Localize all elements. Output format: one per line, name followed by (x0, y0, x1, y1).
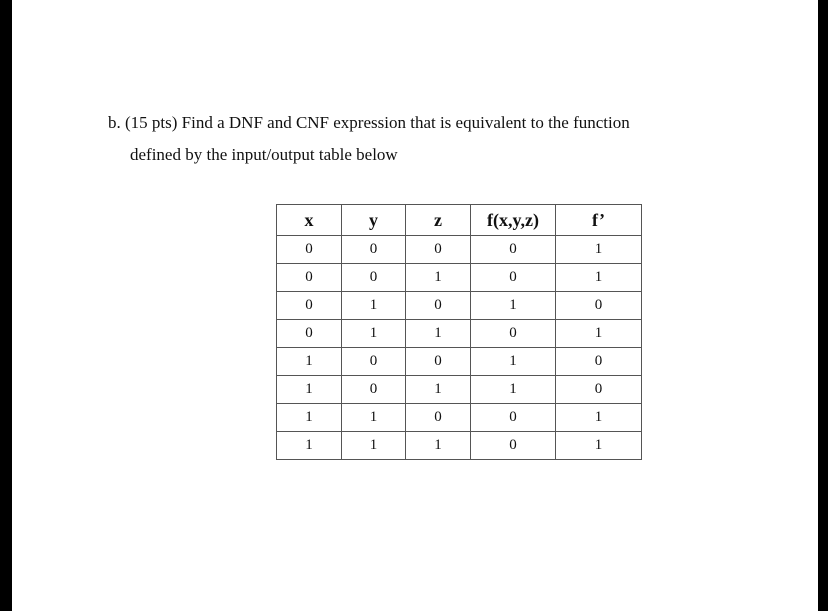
table-row (277, 264, 642, 292)
cell-x: 0 (277, 292, 342, 320)
cell-x: 1 (277, 376, 342, 404)
cell-f-complement: 1 (556, 236, 642, 264)
cell-f-complement: 1 (556, 432, 642, 460)
cell-x: 1 (277, 348, 342, 376)
cell-x: 1 (277, 404, 342, 432)
cell-z: 0 (406, 292, 471, 320)
cell-z: 1 (406, 320, 471, 348)
table-row (277, 236, 642, 264)
table-row (277, 376, 642, 404)
cell-y: 0 (342, 236, 406, 264)
cell-y: 1 (342, 292, 406, 320)
cell-z: 0 (406, 348, 471, 376)
question-line-1: b. (15 pts) Find a DNF and CNF expression that is equivalent to the function (108, 113, 630, 132)
cell-f: 0 (471, 236, 556, 264)
cell-f: 0 (471, 432, 556, 460)
header-y: y (342, 205, 406, 236)
table-row (277, 292, 642, 320)
cell-x: 0 (277, 236, 342, 264)
question-line-2: defined by the input/output table below (130, 145, 398, 164)
cell-x: 0 (277, 320, 342, 348)
cell-f-complement: 1 (556, 264, 642, 292)
cell-x: 0 (277, 264, 342, 292)
cell-f: 1 (471, 376, 556, 404)
truth-table (276, 204, 642, 460)
cell-y: 0 (342, 376, 406, 404)
cell-y: 1 (342, 404, 406, 432)
table-row (277, 404, 642, 432)
cell-y: 0 (342, 348, 406, 376)
cell-f-complement: 1 (556, 404, 642, 432)
cell-z: 0 (406, 404, 471, 432)
cell-f: 0 (471, 320, 556, 348)
cell-z: 1 (406, 264, 471, 292)
table-row (277, 432, 642, 460)
question-text (108, 107, 748, 171)
cell-y: 0 (342, 264, 406, 292)
cell-f: 0 (471, 264, 556, 292)
header-f-complement: f’ (556, 205, 642, 236)
cell-z: 0 (406, 236, 471, 264)
cell-f-complement: 1 (556, 320, 642, 348)
cell-f-complement: 0 (556, 348, 642, 376)
header-x: x (277, 205, 342, 236)
cell-x: 1 (277, 432, 342, 460)
header-row (277, 205, 642, 236)
header-f: f(x,y,z) (471, 205, 556, 236)
cell-y: 1 (342, 432, 406, 460)
cell-f-complement: 0 (556, 292, 642, 320)
cell-f-complement: 0 (556, 376, 642, 404)
header-z: z (406, 205, 471, 236)
document-page (12, 0, 818, 611)
cell-f: 0 (471, 404, 556, 432)
cell-f: 1 (471, 348, 556, 376)
table-row (277, 348, 642, 376)
table-row (277, 320, 642, 348)
cell-z: 1 (406, 432, 471, 460)
cell-y: 1 (342, 320, 406, 348)
cell-f: 1 (471, 292, 556, 320)
cell-z: 1 (406, 376, 471, 404)
